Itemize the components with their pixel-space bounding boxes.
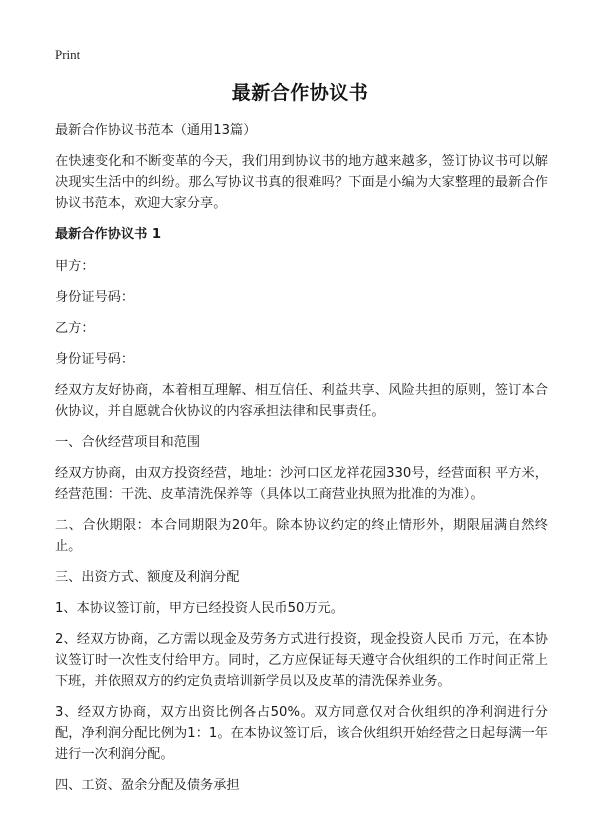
document-body [55, 120, 548, 806]
preamble-paragraph: 经双方友好协商，本着相互理解、相互信任、利益共享、风险共担的原则，签订本合伙协议，并自愿就合伙协议的内容承担法律和民事责任。 [55, 383, 548, 419]
party-b-line: 乙方： [55, 321, 95, 336]
party-a-id-line: 身份证号码： [55, 290, 135, 305]
clause-4-title: 四、工资、盈余分配及债务承担 [55, 778, 240, 793]
section-heading: 最新合作协议书 1 [55, 227, 162, 242]
clause-3-item-2: 2、经双方协商，乙方需以现金及劳务方式进行投资，现金投资人民币 万元，在本协议签订时一次性支付给甲方。同时，乙方应保证每天遵守合伙组织的工作时间正常上下班，并依照双方的约定负责培训新学员以及皮革的清洗保养业务。 [55, 632, 548, 689]
clause-1-title: 一、合伙经营项目和范围 [55, 435, 201, 450]
clause-3-item-1: 1、本协议签订前，甲方已经投资人民币50万元。 [55, 601, 344, 616]
clause-2-text: 二、合伙期限：本合同期限为20年。除本协议约定的终止情形外，期限届满自然终止。 [55, 518, 548, 554]
party-a-line: 甲方： [55, 259, 95, 274]
party-b-id-line: 身份证号码： [55, 352, 135, 367]
clause-1-text: 经双方协商，由双方投资经营，地址：沙河口区龙祥花园330号，经营面积 平方米，经营范围：干洗、皮革清洗保养等（具体以工商营业执照为批准的为准）。 [55, 466, 548, 502]
print-label: Print [55, 47, 81, 62]
intro-paragraph: 在快速变化和不断变革的今天，我们用到协议书的地方越来越多，签订协议书可以解决现实生活中的纠纷。那么写协议书真的很难吗？下面是小编为大家整理的最新合作协议书范本，欢迎大家分享。 [55, 154, 548, 211]
clause-3-title: 三、出资方式、额度及利润分配 [55, 570, 240, 585]
document-title: 最新合作协议书 [231, 82, 369, 104]
clause-3-item-3: 3、经双方协商，双方出资比例各占50%。双方同意仅对合伙组织的净利润进行分配，净利润分配比例为1：1。在本协议签订后，该合伙组织开始经营之日起每满一年进行一次利润分配。 [55, 705, 548, 762]
subtitle: 最新合作协议书范本（通用13篇） [55, 123, 257, 138]
